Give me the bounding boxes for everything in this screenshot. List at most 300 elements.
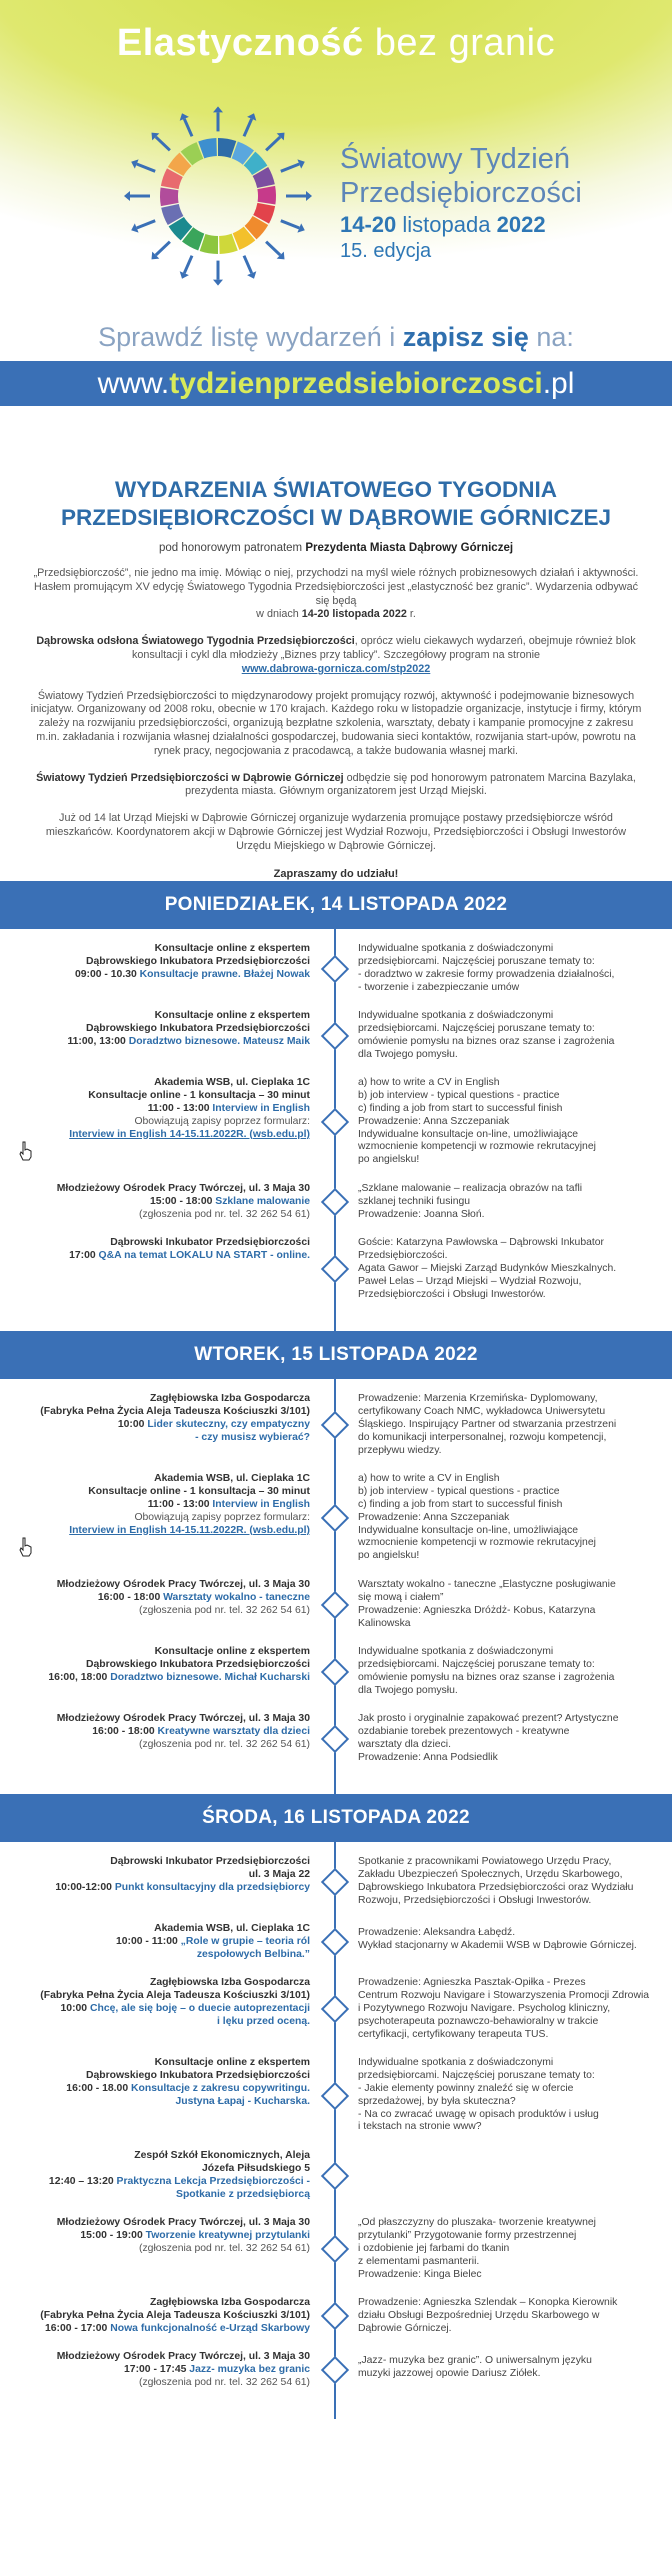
arrow-ring-icon <box>124 106 312 285</box>
event-title: Interview in English <box>212 1498 310 1510</box>
event-details <box>0 1237 310 1301</box>
event-description-line: muzyki jazzowej opowie Dariusz Ziółek. <box>358 2368 541 2380</box>
event-detail-text: Zagłębiowska Izba Gospodarcza <box>150 1977 310 1989</box>
event-description-line: Prowadzenie: Joanna Słoń. <box>358 1208 485 1220</box>
event-description-line: c) finding a job from start to successful finish <box>358 1102 563 1114</box>
cta-text: Sprawdź listę wydarzeń i <box>98 322 396 352</box>
event-detail-line <box>0 2243 310 2256</box>
event-row <box>0 1923 672 1961</box>
p1-dates-prefix: w dniach <box>256 608 299 621</box>
event-detail-line <box>0 1183 310 1196</box>
event-detail-text: Dąbrowski Inkubator Przedsiębiorczości <box>110 1856 310 1868</box>
event-detail-line <box>0 2364 310 2377</box>
event-spacer <box>0 2041 672 2057</box>
event-row <box>0 1579 672 1630</box>
event-description-line: Agata Gawor – Miejski Zarząd Budynków Mieszkalnych. <box>358 1262 617 1274</box>
event-detail-line <box>0 1882 310 1895</box>
event-spacer <box>0 1167 672 1183</box>
event-row <box>0 1393 672 1457</box>
event-row <box>0 2217 672 2281</box>
event-details <box>0 1473 310 1563</box>
event-details <box>0 1579 310 1630</box>
event-detail-text: 10:00 <box>117 1418 148 1430</box>
event-description <box>358 2057 658 2134</box>
event-description <box>358 1077 658 1167</box>
event-description <box>358 943 658 994</box>
arrow-shaft <box>184 256 192 274</box>
event-spacer <box>0 1630 672 1646</box>
event-detail-text: Zespół Szkół Ekonomicznych, Aleja <box>134 2150 310 2162</box>
intro-paragraph-2 <box>28 635 644 676</box>
event-description <box>358 1977 658 2041</box>
event-description-line: - doradztwo w zakresie formy prowadzenia działalności, <box>358 968 615 980</box>
event-description-line: - tworzenie i zabezpieczanie umów <box>358 981 520 993</box>
event-spacer <box>0 1301 672 1317</box>
event-description-line: certyfikacji, certyfikowany terapeuta TUS. <box>358 2028 549 2040</box>
timeline-diamond-icon <box>321 2162 349 2190</box>
event-detail-line <box>0 1499 310 1512</box>
event-description-line: b) job interview - typical questions - practice <box>358 1090 560 1102</box>
week-dates-month: listopada <box>402 212 491 237</box>
event-title: Chcę, ale się boję – o duecie autoprezentacji <box>89 2002 310 2014</box>
event-detail-text: (Fabryka Pełna Życia Aleja Tadeusza Kościuszki 3/101) <box>40 2310 310 2322</box>
event-details <box>0 1646 310 1697</box>
program-link[interactable]: www.dabrowa-gornicza.com/stp2022 <box>241 662 431 675</box>
event-title: Nowa funkcjonalność e-Urząd Skarbowy <box>110 2322 310 2334</box>
event-title: Szklane malowanie <box>215 1196 310 1208</box>
event-description-line: i Pozytywnego Rozwoju Navigare. Psycholog kliniczny, <box>358 2002 611 2014</box>
timeline-diamond-icon <box>321 1022 349 1050</box>
event-description-line: przedsiębiorcami. Najczęściej poruszane tematy to: <box>358 956 595 968</box>
event-detail-line <box>0 2016 310 2029</box>
color-ring-icon <box>160 138 276 254</box>
event-detail-line <box>0 1432 310 1445</box>
event-details <box>0 2150 310 2201</box>
event-detail-line <box>0 2297 310 2310</box>
event-detail-line <box>0 1406 310 1419</box>
event-title: Punkt konsultacyjny dla przedsiębiorcy <box>114 1881 310 1893</box>
event-description-line: i ozdobienie jej farbami do tkanin <box>358 2242 510 2254</box>
event-detail-text: 16:00 - 18:00 <box>97 1592 164 1604</box>
event-title: Q&A na temat LOKALU NA START - online. <box>98 1250 310 1262</box>
event-detail-line <box>0 1977 310 1990</box>
url-prefix: www. <box>97 367 170 400</box>
event-spacer <box>0 2134 672 2150</box>
event-spacer <box>0 1457 672 1473</box>
event-title: Spotkanie z przedsiębiorcą <box>176 2188 310 2200</box>
event-detail-text: Dąbrowskiego Inkubatora Przedsiębiorczości <box>85 956 310 968</box>
event-description-line: Prowadzenie: Marzenia Krzemińska- Dyplomowany, <box>358 1393 598 1405</box>
event-detail-line <box>0 2217 310 2230</box>
website-link[interactable] <box>0 361 672 406</box>
event-detail-line <box>0 1726 310 1739</box>
event-description-line: z elementami pasmanterii. <box>358 2255 480 2267</box>
event-title: Praktyczna Lekcja Przedsiębiorczości - <box>116 2175 310 2187</box>
event-title: Konsultacje z zakresu copywritingu. <box>131 2082 310 2094</box>
event-title: Warsztaty wokalno - taneczne <box>163 1592 310 1604</box>
event-detail-text: 16:00, 18:00 <box>48 1671 111 1683</box>
event-description-line: psychoterapeuta poznawczo-behawioralny w trakcie <box>358 2015 599 2027</box>
arrow-head <box>213 280 223 286</box>
event-detail-line <box>0 1936 310 1949</box>
event-detail-text: (zgłoszenia pod nr. tel. 32 262 54 61) <box>139 2376 310 2388</box>
timeline-diamond-icon <box>321 955 349 983</box>
arrow-shaft <box>137 164 156 171</box>
event-details <box>0 1393 310 1457</box>
event-detail-line <box>0 1646 310 1659</box>
day-header: ŚRODA, 16 LISTOPADA 2022 <box>0 1794 672 1842</box>
event-description <box>358 1473 658 1563</box>
event-detail-text: 11:00 - 13:00 <box>147 1498 213 1510</box>
event-description-line: Prowadzenie: Anna Szczepaniak <box>358 1115 510 1127</box>
week-dates <box>340 212 660 238</box>
event-details <box>0 1977 310 2041</box>
event-detail-text: Akademia WSB, ul. Cieplaka 1C <box>154 1077 310 1089</box>
intro-paragraph-1 <box>28 567 644 622</box>
event-details <box>0 1010 310 1061</box>
event-description-line: Przedsiębiorczości. <box>358 1250 448 1262</box>
event-detail-line <box>0 1949 310 1962</box>
event-description-line: Indywidualne konsultacje on-line, umożliwiające <box>358 1524 579 1536</box>
event-detail-line <box>0 1990 310 2003</box>
event-detail-text: 16:00 - 18:00 <box>92 1726 158 1738</box>
event-detail-line <box>0 2163 310 2176</box>
event-description-line: Wykład stacjonarny w Akademii WSB w Dąbrowie Górniczej. <box>358 1940 637 1952</box>
patron-name: Prezydenta Miasta Dąbrowy Górniczej <box>305 542 514 554</box>
timeline-diamond-icon <box>321 1255 349 1283</box>
event-description <box>358 1646 658 1697</box>
event-detail-text: Konsultacje online z ekspertem <box>154 1010 310 1022</box>
event-description-line: Przedsiębiorczości i Obsługi Inwestorów. <box>358 1288 546 1300</box>
event-row <box>0 2150 672 2201</box>
event-description-line: przepływu wiedzy. <box>358 1444 442 1456</box>
signup-cta <box>0 322 672 353</box>
ring-logo-icon <box>88 96 348 296</box>
hero-banner <box>0 0 672 458</box>
url-suffix: .pl <box>542 367 575 400</box>
event-title: Kreatywne warsztaty dla dzieci <box>157 1726 310 1738</box>
event-detail-line <box>0 1592 310 1605</box>
week-edition: 15. edycja <box>340 240 432 262</box>
event-spacer <box>0 1563 672 1579</box>
signup-form-link[interactable] <box>0 1525 310 1538</box>
event-description-line: Indywidualne konsultacje on-line, umożliwiające <box>358 1128 579 1140</box>
event-description-line: się mową i ciałem” <box>358 1592 444 1604</box>
event-details <box>0 1713 310 1764</box>
event-row <box>0 2351 672 2389</box>
event-detail-line <box>0 2070 310 2083</box>
event-detail-text: 11:00 - 13:00 <box>147 1102 213 1114</box>
event-spacer <box>0 1697 672 1713</box>
timeline-diamond-icon <box>321 2302 349 2330</box>
event-detail-text: 17:00 <box>69 1250 99 1262</box>
event-description-line: Jak prosto i oryginalnie zapakować prezent? Artystyczne <box>358 1713 619 1725</box>
event-spacer <box>0 2281 672 2297</box>
patronage-line <box>28 542 644 554</box>
event-description-line: b) job interview - typical questions - practice <box>358 1486 560 1498</box>
event-detail-text: (Fabryka Pełna Życia Aleja Tadeusza Kościuszki 3/101) <box>40 1406 310 1418</box>
event-description <box>358 1183 658 1221</box>
event-detail-line <box>0 1672 310 1685</box>
event-detail-text: Akademia WSB, ul. Cieplaka 1C <box>154 1923 310 1935</box>
event-description-line: „Szklane malowanie – realizacja obrazów na tafli <box>358 1183 583 1195</box>
event-detail-text: Konsultacje online z ekspertem <box>154 943 310 955</box>
event-title: Justyna Łapaj - Kucharska. <box>175 2095 310 2107</box>
arrow-shaft <box>184 119 192 137</box>
event-detail-text: Konsultacje online - 1 konsultacja – 30 minut <box>88 1090 310 1102</box>
patron-prefix: pod honorowym patronatem <box>158 542 303 554</box>
event-detail-line <box>0 1869 310 1882</box>
day-timeline <box>0 1379 672 1794</box>
timeline-diamond-icon <box>321 1188 349 1216</box>
event-title: Doradztwo biznesowe. Michał Kucharski <box>110 1671 310 1683</box>
signup-form-link[interactable] <box>0 1129 310 1142</box>
event-detail-text: Interview in English 14-15.11.2022R. (wsb.edu.pl) <box>69 1524 310 1536</box>
event-row <box>0 2297 672 2335</box>
event-description-line: - Na co zwracać uwagę w opisach produktów i usług <box>358 2108 599 2120</box>
event-details <box>0 1856 310 1907</box>
event-description <box>358 1856 658 1907</box>
event-spacer <box>0 2389 672 2405</box>
event-description-line: Prowadzenie: Kinga Bielec <box>358 2268 482 2280</box>
cta-suffix: na: <box>536 322 574 352</box>
event-detail-line <box>0 1010 310 1023</box>
arrow-head <box>124 191 130 201</box>
timeline-diamond-icon <box>321 1411 349 1439</box>
event-detail-line <box>0 1077 310 1090</box>
arrow-head <box>213 106 223 112</box>
event-details <box>0 1923 310 1961</box>
event-detail-line <box>0 1659 310 1672</box>
arrow-shaft <box>281 164 300 171</box>
event-description-line: a) how to write a CV in English <box>358 1473 500 1485</box>
event-detail-line <box>0 1393 310 1406</box>
intro-paragraph-4 <box>28 772 644 800</box>
schedule-days <box>0 881 672 2419</box>
p2-text: , oprócz wielu ciekawych wydarzeń, obejmuje również blok konsultacji i cykl dla młodzieży „Biznes przy tablicy”. Szczegółowy program na stronie <box>131 635 636 661</box>
event-detail-text: (Fabryka Pełna Życia Aleja Tadeusza Kościuszki 3/101) <box>40 1990 310 2002</box>
invitation: Zapraszamy do udziału! <box>273 867 399 880</box>
event-detail-line <box>0 943 310 956</box>
day-timeline <box>0 1842 672 2419</box>
hero-headline <box>0 22 672 65</box>
timeline-diamond-icon <box>321 1504 349 1532</box>
event-details <box>0 1077 310 1167</box>
event-details <box>0 2297 310 2335</box>
event-description <box>358 1393 658 1457</box>
event-detail-text: Zagłębiowska Izba Gospodarcza <box>150 2297 310 2309</box>
event-description-line: Indywidualne spotkania z doświadczonymi <box>358 1646 554 1658</box>
arrow-shaft <box>244 256 252 274</box>
event-description-line: Centrum Rozwoju Navigare i Stowarzyszenia Promocji Zdrowia <box>358 1990 650 2002</box>
event-spacer <box>0 1061 672 1077</box>
event-description-line: Indywidualne spotkania z doświadczonymi <box>358 943 554 955</box>
p4-text: odbędzie się pod honorowym patronatem Marcina Bazylaka, prezydenta miasta. Głównym organizatorem jest Urząd Miejski. <box>185 771 636 798</box>
p1-text: „Przedsiębiorczość”, nie jedno ma imię. Mówiąc o niej, przychodzi na myśl wiele różnych probiznesowych działań i aktywności. Hasłem promującym XV edycję Światowego Tygodnia Przedsiębiorczości jest „elastyczność bez granic”. Wydarzenia odbywać się będą <box>33 567 639 607</box>
event-detail-line <box>0 2310 310 2323</box>
event-row <box>0 943 672 994</box>
event-description-line: warsztaty dla dzieci. <box>358 1738 451 1750</box>
event-detail-text: Józefa Piłsudskiego 5 <box>202 2163 310 2175</box>
event-description-line: przedsiębiorcami. Najczęściej poruszane tematy to: <box>358 1659 595 1671</box>
event-spacer <box>0 1221 672 1237</box>
week-dates-range: 14-20 <box>340 212 397 237</box>
timeline-diamond-icon <box>321 1928 349 1956</box>
arrow-head <box>306 191 312 201</box>
headline-bold: Elastyczność <box>116 22 364 64</box>
intro-paragraph-5: Już od 14 lat Urząd Miejski w Dąbrowie Górniczej organizuje wydarzenia promujące postawy przedsiębiorcze wśród mieszkańców. Koordynatorem akcji w Dąbrowie Górniczej jest Wydział Rozwoju, Przedsiębiorczości i Obsługi Inwestorów Urzędu Miejskiego w Dąbrowie Górniczej. <box>45 812 627 852</box>
event-description-line: wzmocnienie kompetencji w rozmowie rekrutacyjnej <box>358 1537 596 1549</box>
event-row <box>0 1077 672 1167</box>
event-detail-line <box>0 2150 310 2163</box>
event-detail-line <box>0 2351 310 2364</box>
arrow-shaft <box>281 221 300 228</box>
event-detail-text: 11:00, 13:00 <box>67 1035 129 1047</box>
event-description-line: przedsiębiorcami. Najczęściej poruszane tematy to: <box>358 1023 595 1035</box>
page-title-line1: WYDARZENIA ŚWIATOWEGO TYGODNIA <box>114 477 558 502</box>
timeline-diamond-icon <box>321 2235 349 2263</box>
event-description-line: Prowadzenie: Agnieszka Dróżdż- Kobus, Katarzyna <box>358 1604 596 1616</box>
event-title: Tworzenie kreatywnej przytulanki <box>145 2230 310 2242</box>
event-details <box>0 943 310 994</box>
event-detail-text: 10:00-12:00 <box>55 1881 115 1893</box>
intro-paragraph-3: Światowy Tydzień Przedsiębiorczości to międzynarodowy projekt promujący rozwój, aktywność i podejmowanie biznesowych inicjatyw. Organizowany od 2008 roku, obecnie w 170 krajach. Każdego roku w listopadzie organizacje, instytucje i firmy, którym zależy na rozwijaniu przedsiębiorczości, organizują bezpłatne szkolenia, warsztaty, debaty i kampanie promocyjne z zakresu m.in. zakładania i rozwijania własnej działalności gospodarczej, budowania sieci kontaktów, rozwijania start-upów, powrotu na rynek pracy, negocjowania z pracodawcą, a także budowania własnej marki. <box>30 689 642 757</box>
arrow-shaft <box>156 137 170 150</box>
event-title: Interview in English <box>212 1102 310 1114</box>
event-detail-text: Obowiązują zapisy poprzez formularz: <box>134 1115 310 1127</box>
timeline-diamond-icon <box>321 1868 349 1896</box>
event-detail-text: Zagłębiowska Izba Gospodarcza <box>150 1393 310 1405</box>
event-detail-text: Obowiązują zapisy poprzez formularz: <box>134 1511 310 1523</box>
event-detail-line <box>0 1250 310 1263</box>
event-description-line: do komunikacji interpersonalnej, rozwoju kompetencji, <box>358 1431 607 1443</box>
event-detail-text: Młodzieżowy Ośrodek Pracy Twórczej, ul. 3 Maja 30 <box>56 1579 310 1591</box>
p1-dates: 14-20 listopada 2022 <box>301 608 407 621</box>
event-detail-line <box>0 2057 310 2070</box>
event-details <box>0 2351 310 2389</box>
p1-dates-suffix: r. <box>409 608 416 621</box>
arrow-shaft <box>156 242 170 255</box>
event-detail-text: Konsultacje online z ekspertem <box>154 1646 310 1658</box>
event-detail-text: 15:00 - 19:00 <box>80 2230 146 2242</box>
event-details <box>0 2057 310 2134</box>
event-detail-line <box>0 1605 310 1618</box>
day-header: WTOREK, 15 LISTOPADA 2022 <box>0 1331 672 1379</box>
event-detail-text: Dąbrowskiego Inkubatora Przedsiębiorczości <box>85 1659 310 1671</box>
event-detail-line <box>0 1196 310 1209</box>
event-description-line: ozdabianie torebek prezentowych - kreatywne <box>358 1726 570 1738</box>
cta-bold: zapisz się <box>402 322 529 352</box>
headline-light: bez granic <box>374 22 556 64</box>
event-detail-text: Konsultacje online - 1 konsultacja – 30 minut <box>88 1486 310 1498</box>
event-detail-line <box>0 1116 310 1129</box>
event-description-line: Spotkanie z pracownikami Powiatowego Urzędu Pracy, <box>358 1856 612 1868</box>
event-title: „Role w grupie – teoria ról <box>180 1936 310 1948</box>
event-description-line: Dąbrowie Górniczej. <box>358 2322 452 2334</box>
event-detail-text: Dąbrowskiego Inkubatora Przedsiębiorczości <box>85 1023 310 1035</box>
event-detail-text: 12:40 – 13:20 <box>48 2175 117 2187</box>
event-row <box>0 1010 672 1061</box>
event-row <box>0 1646 672 1697</box>
event-title: i lęku przed oceną. <box>217 2015 310 2027</box>
event-detail-line <box>0 2377 310 2390</box>
event-detail-text: 10:00 - 11:00 <box>115 1936 181 1948</box>
event-spacer <box>0 2335 672 2351</box>
event-detail-line <box>0 2323 310 2336</box>
url-bold: tydzienprzedsiebiorczosci <box>169 367 543 400</box>
event-row <box>0 1977 672 2041</box>
event-detail-line <box>0 1036 310 1049</box>
week-title-block <box>340 142 660 263</box>
event-detail-line <box>0 1023 310 1036</box>
event-detail-text: (zgłoszenia pod nr. tel. 32 262 54 61) <box>139 1738 310 1750</box>
event-row <box>0 1473 672 1563</box>
event-detail-text: ul. 3 Maja 22 <box>248 1869 310 1881</box>
event-description <box>358 1713 658 1764</box>
event-description-line: Śląskiego. Inspirujący Partner od stwarzania przestrzeni <box>358 1418 617 1430</box>
event-row <box>0 1237 672 1301</box>
arrow-shaft <box>137 221 156 228</box>
event-row <box>0 1856 672 1907</box>
event-row <box>0 2057 672 2134</box>
event-title: Doradztwo biznesowe. Mateusz Maik <box>128 1035 310 1047</box>
event-detail-line <box>0 1419 310 1432</box>
event-description-line: Prowadzenie: Anna Szczepaniak <box>358 1511 510 1523</box>
event-detail-line <box>0 956 310 969</box>
event-description-line: Paweł Lelas – Urząd Miejski – Wydział Rozwoju, <box>358 1275 582 1287</box>
timeline-diamond-icon <box>321 1108 349 1136</box>
event-description-line: Kalinowska <box>358 1617 411 1629</box>
arrow-shaft <box>244 119 252 137</box>
event-detail-line <box>0 1209 310 1222</box>
intro-section <box>0 458 672 881</box>
event-detail-line <box>0 1856 310 1869</box>
event-description-line: Prowadzenie: Anna Podsiedlik <box>358 1751 498 1763</box>
event-description-line: Zakładu Ubezpieczeń Społecznych, Urzędu Skarbowego, <box>358 1869 623 1881</box>
event-detail-text: Młodzieżowy Ośrodek Pracy Twórczej, ul. 3 Maja 30 <box>56 2217 310 2229</box>
p4-bold: Światowy Tydzień Przedsiębiorczości w Dąbrowie Górniczej <box>36 771 344 784</box>
event-detail-line <box>0 1486 310 1499</box>
event-description-line: c) finding a job from start to successful finish <box>358 1498 563 1510</box>
event-detail-line <box>0 2176 310 2189</box>
event-detail-line <box>0 1739 310 1752</box>
event-description-line: Prowadzenie: Aleksandra Łabędź. <box>358 1927 516 1939</box>
event-row <box>0 1183 672 1221</box>
event-details <box>0 1183 310 1221</box>
event-detail-line <box>0 2230 310 2243</box>
event-detail-text: 17:00 - 17:45 <box>124 2364 190 2376</box>
event-description-line: i tekstach na stronie www? <box>358 2121 482 2133</box>
event-description-line: Warsztaty wokalno - taneczne „Elastyczne posługiwanie <box>358 1579 616 1591</box>
event-description-line: sprzedażowej, by była skuteczna? <box>358 2095 516 2107</box>
event-title: Konsultacje prawne. Błażej Nowak <box>139 968 310 980</box>
event-description <box>358 2355 658 2381</box>
event-description-line: certyfikowany Coach NMC, wykładowca Uniwersytetu <box>358 1406 606 1418</box>
event-detail-line <box>0 1237 310 1250</box>
event-details <box>0 2217 310 2281</box>
event-description-line: „Jazz- muzyka bez granic”. O uniwersalnym języku <box>358 2355 592 2367</box>
arrow-shaft <box>266 137 280 150</box>
event-spacer <box>0 1907 672 1923</box>
page-title <box>28 476 644 532</box>
event-description-line: Prowadzenie: Agnieszka Pasztak-Opiłka - Prezes <box>358 1977 586 1989</box>
event-detail-text: Młodzieżowy Ośrodek Pracy Twórczej, ul. 3 Maja 30 <box>56 1713 310 1725</box>
event-detail-line <box>0 969 310 982</box>
arrow-shaft <box>266 242 280 255</box>
event-description <box>358 1237 658 1301</box>
event-detail-text: (zgłoszenia pod nr. tel. 32 262 54 61) <box>139 1604 310 1616</box>
day-header: PONIEDZIAŁEK, 14 LISTOPADA 2022 <box>0 881 672 929</box>
